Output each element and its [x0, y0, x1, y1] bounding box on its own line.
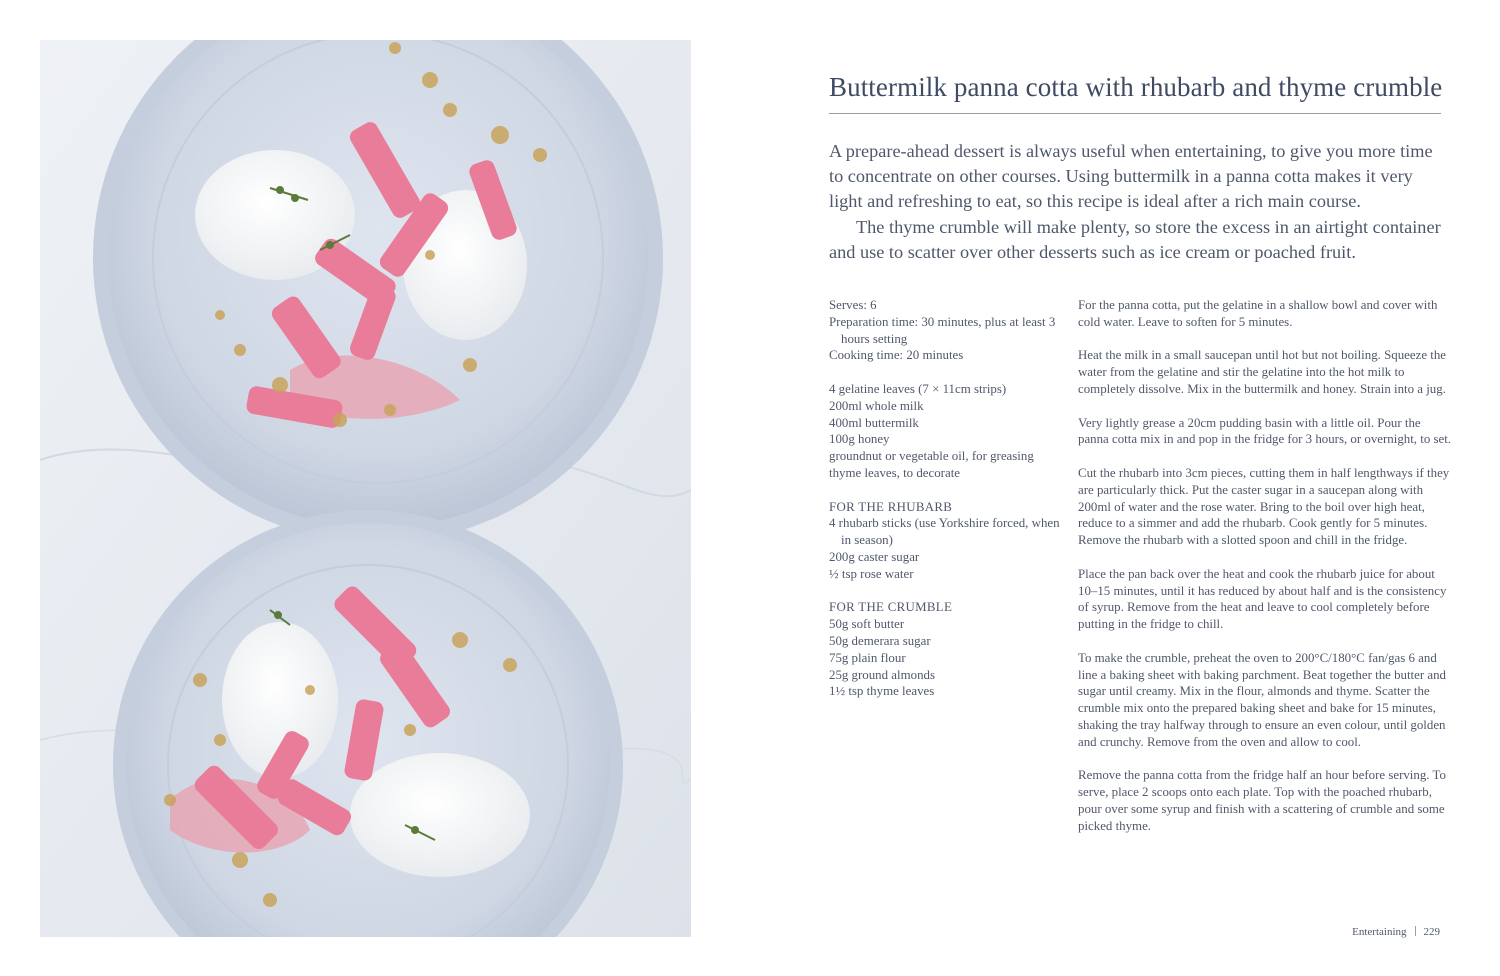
ingredient-item: 25g ground almonds [829, 667, 935, 682]
method-step: To make the crumble, preheat the oven to 200°C/180°C fan/gas 6 and line a baking sheet with baking parchment. Beat together the butter and sugar until creamy. Mix in the flour, almonds and thyme. Scatter the crumble mix onto the prepared baking sheet and bake for 15 minutes, shaking the tray halfway through to ensure an even colour, until golden and crunchy. Remove from the oven and allow to cool. [1078, 650, 1446, 749]
page-number: 229 [1423, 926, 1440, 938]
section-name: Entertaining [1352, 926, 1407, 938]
ingredient-list-rhubarb [829, 515, 1064, 582]
crumble-heading: FOR THE CRUMBLE [829, 600, 953, 615]
dessert-photo [40, 40, 691, 937]
footer-divider [1415, 926, 1416, 936]
ingredient-item: ½ tsp rose water [829, 566, 914, 581]
intro-paragraph: The thyme crumble will make plenty, so store the excess in an airtight container and use to scatter over other desserts such as ice cream or poached fruit. [829, 216, 1441, 262]
ingredient-item: 100g honey [829, 432, 890, 447]
ingredient-item: thyme leaves, to decorate [829, 465, 960, 480]
ingredient-list-main [829, 381, 1064, 482]
title-divider [829, 113, 1441, 114]
ingredients-column [829, 297, 1064, 700]
prep-time: Preparation time: 30 minutes, plus at least 3 hours setting [829, 314, 1056, 346]
ingredient-item: 50g soft butter [829, 617, 905, 632]
method-step: Heat the milk in a small saucepan until hot but not boiling. Squeeze the water from the gelatine and stir the gelatine into the hot milk to completely dissolve. Mix in the buttermilk and honey. Strain into a jug. [1078, 348, 1447, 396]
recipe-title: Buttermilk panna cotta with rhubarb and thyme crumble [829, 72, 1443, 102]
page-footer [1352, 926, 1440, 938]
ingredient-item: 75g plain flour [829, 650, 906, 665]
method-step: Very lightly grease a 20cm pudding basin with a little oil. Pour the panna cotta mix in and pop in the fridge for 3 hours, or overnight, to set. [1078, 415, 1452, 447]
cook-time: Cooking time: 20 minutes [829, 348, 964, 363]
method-step: Place the pan back over the heat and cook the rhubarb juice for about 10–15 minutes, until it has reduced by about half and is the consistency of syrup. Remove from the heat and leave to cool completely before putting in the fridge to chill. [1078, 566, 1447, 632]
method-step: For the panna cotta, put the gelatine in a shallow bowl and cover with cold water. Leave to soften for 5 minutes. [1078, 298, 1438, 329]
recipe-intro [829, 139, 1449, 265]
intro-paragraph: A prepare-ahead dessert is always useful when entertaining, to give you more time to concentrate on other courses. Using buttermilk in a panna cotta makes it very light and refreshing to eat, so this recipe is ideal after a rich main course. [829, 141, 1433, 212]
rhubarb-heading: FOR THE RHUBARB [829, 499, 953, 514]
ingredient-item: 1½ tsp thyme leaves [829, 684, 935, 699]
serves-info: Serves: 6 [829, 298, 877, 312]
ingredient-item: 4 rhubarb sticks (use Yorkshire forced, when in season) [829, 516, 1060, 548]
method-column [1078, 297, 1452, 851]
ingredient-item: 400ml buttermilk [829, 415, 919, 430]
ingredient-item: 200g caster sugar [829, 549, 920, 564]
ingredient-item: 4 gelatine leaves (7 × 11cm strips) [829, 381, 1007, 396]
method-step: Cut the rhubarb into 3cm pieces, cutting them in half lengthways if they are particularly thick. Put the caster sugar in a saucepan along with 200ml of water and the rose water. Bring to the boil over high heat, reduce to a simmer and add the rhubarb. Cook gently for 5 minutes. Remove the rhubarb with a slotted spoon and chill in the fridge. [1078, 465, 1450, 548]
ingredient-item: 200ml whole milk [829, 398, 924, 413]
ingredient-item: groundnut or vegetable oil, for greasing [829, 449, 1034, 464]
ingredient-list-crumble [829, 616, 1064, 700]
method-step: Remove the panna cotta from the fridge half an hour before serving. To serve, place 2 scoops onto each plate. Top with the poached rhubarb, pour over some syrup and finish with a scattering of crumble and some picked thyme. [1078, 768, 1446, 833]
ingredient-item: 50g demerara sugar [829, 633, 931, 648]
